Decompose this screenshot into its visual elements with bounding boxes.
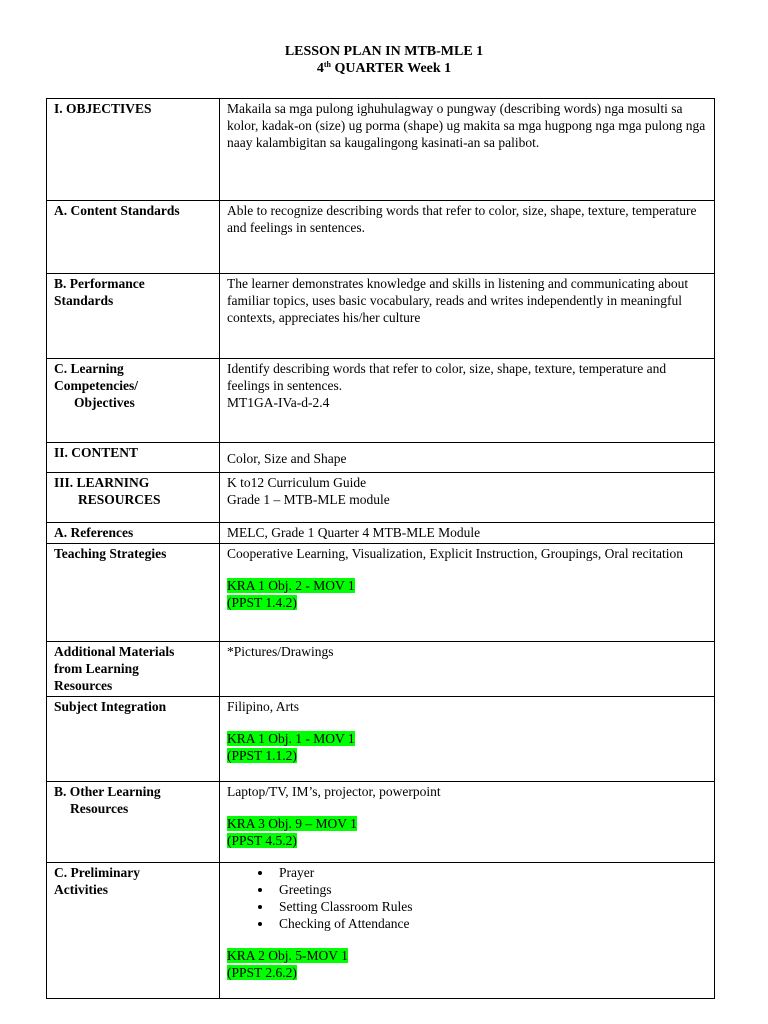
additional-materials-label (47, 642, 220, 697)
table-row-competencies (47, 359, 715, 443)
teaching-kra-highlight: KRA 1 Obj. 2 - MOV 1 (227, 578, 355, 593)
learning-resources-label (47, 473, 220, 523)
table-row-additional-materials (47, 642, 715, 697)
subject-integration-cell (220, 697, 715, 782)
learning-resources-line2: RESOURCES (78, 492, 161, 507)
quarter-ordinal: th (323, 60, 331, 69)
teaching-strategies-text: Cooperative Learning, Visualization, Explicit Instruction, Groupings, Oral recitation (227, 546, 683, 561)
preliminary-label (47, 863, 220, 999)
table-row-content-standards (47, 201, 715, 274)
additional-materials-text: *Pictures/Drawings (220, 642, 715, 697)
performance-standards-label (47, 274, 220, 359)
content-label: II. CONTENT (47, 443, 220, 473)
other-resources-cell (220, 782, 715, 863)
list-item: • Checking of Attendance (273, 915, 707, 932)
other-resources-line1: B. Other Learning (54, 784, 161, 799)
table-row-teaching-strategies (47, 544, 715, 642)
additional-label-line2: from Learning (54, 661, 139, 676)
learning-resources-text2: Grade 1 – MTB-MLE module (227, 492, 390, 507)
quarter-heading (0, 61, 768, 77)
learning-resources-text1: K to12 Curriculum Guide (227, 475, 367, 490)
performance-label-line1: B. Performance (54, 276, 145, 291)
quarter-text: QUARTER Week 1 (330, 61, 452, 76)
table-row-other-resources (47, 782, 715, 863)
other-resources-text: Laptop/TV, IM’s, projector, powerpoint (227, 784, 441, 799)
lesson-plan-table (46, 98, 715, 999)
preliminary-label-line1: C. Preliminary (54, 865, 140, 880)
table-row-preliminary (47, 863, 715, 999)
subject-integration-label: Subject Integration (47, 697, 220, 782)
objectives-label: I. OBJECTIVES (47, 99, 220, 201)
references-label: A. References (47, 523, 220, 544)
teaching-strategies-label: Teaching Strategies (47, 544, 220, 642)
competencies-label-line1: C. Learning (54, 361, 124, 376)
learning-resources-line1: III. LEARNING (54, 475, 150, 490)
content-text: Color, Size and Shape (227, 451, 347, 466)
additional-label-line1: Additional Materials (54, 644, 175, 659)
quarter-number: 4 (316, 61, 324, 76)
table-row-performance-standards (47, 274, 715, 359)
preliminary-ppst-highlight: (PPST 2.6.2) (227, 965, 297, 980)
content-cell (220, 443, 715, 473)
competencies-code: MT1GA-IVa-d-2.4 (227, 395, 330, 410)
table-row-content (47, 443, 715, 473)
performance-label-line2: Standards (54, 293, 114, 308)
content-standards-text: Able to recognize describing words that refer to color, size, shape, texture, temperature and feelings in sentences. (220, 201, 715, 274)
preliminary-kra-highlight: KRA 2 Obj. 5-MOV 1 (227, 948, 348, 963)
competencies-text: Identify describing words that refer to color, size, shape, texture, temperature and feelings in sentences. (227, 361, 667, 393)
teaching-ppst-highlight: (PPST 1.4.2) (227, 595, 297, 610)
document-title: LESSON PLAN IN MTB-MLE 1 (284, 44, 484, 59)
competencies-label-line2: Competencies/ (54, 378, 138, 393)
competencies-label-line3: Objectives (74, 395, 135, 410)
references-text: MELC, Grade 1 Quarter 4 MTB-MLE Module (220, 523, 715, 544)
list-item: • Setting Classroom Rules (273, 898, 707, 915)
competencies-label (47, 359, 220, 443)
content-standards-label: A. Content Standards (47, 201, 220, 274)
list-item: • Prayer (273, 864, 707, 881)
subject-kra-highlight: KRA 1 Obj. 1 - MOV 1 (227, 731, 355, 746)
performance-standards-text: The learner demonstrates knowledge and skills in listening and communicating about familiar topics, uses basic vocabulary, reads and writes independently in meaningful contexts, appreciates his/her culture (220, 274, 715, 359)
other-ppst-highlight: (PPST 4.5.2) (227, 833, 297, 848)
other-resources-line2: Resources (70, 801, 129, 816)
objectives-text: Makaila sa mga pulong ighuhulagway o pungway (describing words) nga mosulti sa kolor, kadak-on (size) ug porma (shape) ug makita sa mga hugpong nga mga pulong nga naay kalambigitan sa kaugalingong kasinati-an sa palibot. (220, 99, 715, 201)
table-row-subject-integration (47, 697, 715, 782)
teaching-strategies-cell (220, 544, 715, 642)
preliminary-list (227, 864, 707, 932)
additional-label-line3: Resources (54, 678, 113, 693)
table-row-learning-resources (47, 473, 715, 523)
learning-resources-cell (220, 473, 715, 523)
subject-ppst-highlight: (PPST 1.1.2) (227, 748, 297, 763)
preliminary-label-line2: Activities (54, 882, 108, 897)
table-row-references (47, 523, 715, 544)
subject-integration-text: Filipino, Arts (227, 699, 300, 714)
preliminary-cell (220, 863, 715, 999)
competencies-cell (220, 359, 715, 443)
other-resources-label (47, 782, 220, 863)
other-kra-highlight: KRA 3 Obj. 9 – MOV 1 (227, 816, 357, 831)
table-row-objectives (47, 99, 715, 201)
list-item: • Greetings (273, 881, 707, 898)
